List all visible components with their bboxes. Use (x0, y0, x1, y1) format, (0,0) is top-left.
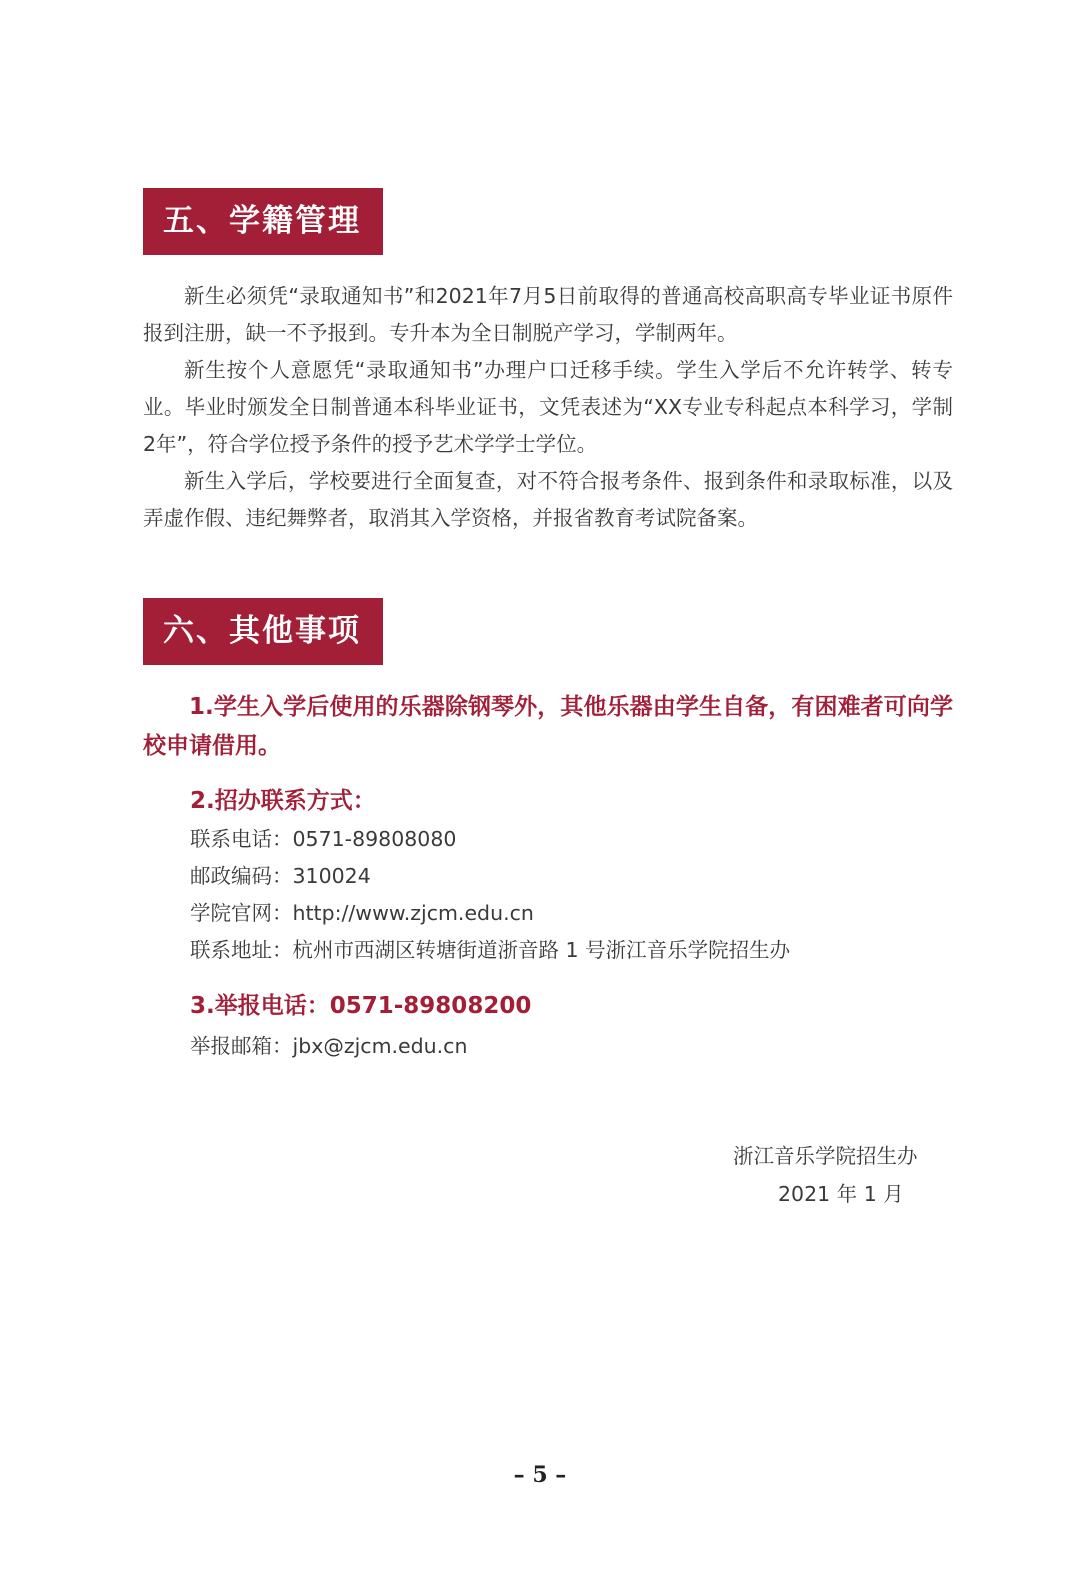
section-5-heading: 五、学籍管理 (143, 188, 383, 255)
section-5-paragraph-3: 新生入学后，学校要进行全面复查，对不符合报考条件、报到条件和录取标准，以及弄虚作假、违纪舞弊者，取消其入学资格，并报省教育考试院备案。 (143, 469, 953, 530)
contact-phone: 联系电话：0571-89808080 (190, 827, 457, 851)
section-5-paragraph-2: 新生按个人意愿凭“录取通知书”办理户口迁移手续。学生入学后不允许转学、转专业。毕业时颁发全日制普通本科毕业证书，文凭表述为“XX专业专科起点本科学习，学制2年”，符合学位授予条件的授予艺术学学士学位。 (143, 358, 953, 456)
signature-org: 浙江音乐学院招生办 (733, 1144, 918, 1168)
contact-address: 联系地址：杭州市西湖区转塘街道浙音路 1 号浙江音乐学院招生办 (190, 938, 791, 962)
signature-date: 2021 年 1 月 (778, 1182, 904, 1206)
section-6-item-1: 1.学生入学后使用的乐器除钢琴外，其他乐器由学生自备，有困难者可向学校申请借用。 (143, 694, 953, 759)
report-phone: 3.举报电话：0571-89808200 (190, 993, 532, 1019)
contact-postcode: 邮政编码：310024 (190, 864, 371, 888)
section-6-heading: 六、其他事项 (143, 598, 383, 665)
contact-website: 学院官网：http://www.zjcm.edu.cn (190, 901, 534, 925)
page-number: – 5 – (513, 1462, 567, 1488)
report-email: 举报邮箱：jbx@zjcm.edu.cn (190, 1034, 468, 1058)
section-5-paragraph-1: 新生必须凭“录取通知书”和2021年7月5日前取得的普通高校高职高专毕业证书原件报到注册，缺一不予报到。专升本为全日制脱产学习，学制两年。 (143, 284, 953, 345)
contact-heading: 2.招办联系方式： (190, 788, 376, 814)
